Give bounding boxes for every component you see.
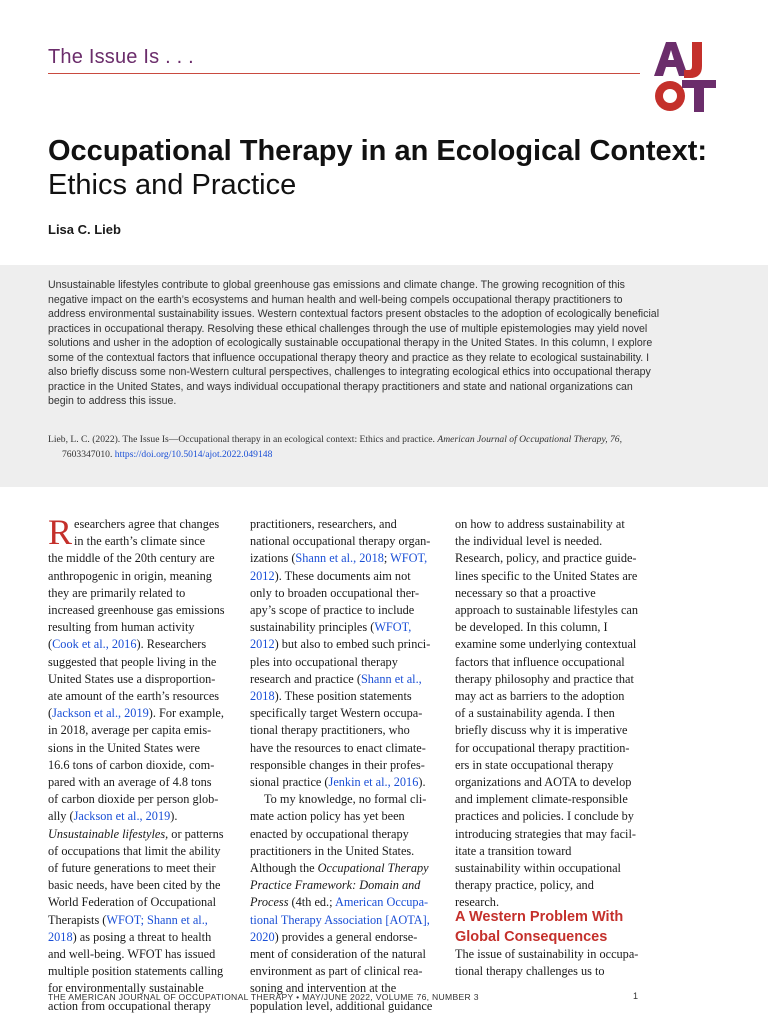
title-subtitle: Ethics and Practice — [48, 169, 297, 201]
reference-link[interactable]: 2018 — [250, 689, 275, 704]
text-line — [250, 602, 440, 619]
text-line — [250, 516, 440, 533]
text-run: approach to sustainable lifestyles can — [455, 603, 639, 618]
text-run: multiple position statements calling — [48, 964, 224, 979]
article-title — [48, 134, 708, 202]
reference-link[interactable]: 2012 — [250, 637, 275, 652]
text-run: practitioners, researchers, and — [250, 517, 397, 531]
text-line — [250, 636, 440, 653]
text-run: responsible changes in their profes- — [250, 757, 425, 772]
text-line — [455, 963, 645, 980]
text-run: lines specific to the United States are — [455, 568, 638, 583]
text-line — [250, 843, 440, 860]
text-line — [250, 533, 440, 550]
text-line — [48, 860, 242, 877]
text-run: ples into occupational therapy — [250, 654, 398, 669]
text-run: briefly discuss why it is imperative — [455, 723, 628, 738]
text-line — [48, 912, 242, 929]
text-run: Therapists ( — [48, 912, 107, 927]
author-name: Lisa C. Lieb — [48, 222, 121, 237]
text-line — [250, 619, 440, 636]
ajot-logo — [652, 40, 718, 114]
text-run: ) as posing a threat to health — [72, 929, 212, 944]
text-run: of a sustainability agenda. I then — [455, 706, 615, 721]
text-run: population level, additional guidance — [250, 998, 433, 1013]
text-run: research. — [455, 895, 500, 910]
text-run: ( — [48, 706, 53, 721]
text-line — [455, 688, 645, 705]
text-run: of carbon dioxide per person glob- — [48, 792, 219, 807]
text-run: examine some underlying contextual — [455, 637, 637, 652]
text-line — [48, 929, 242, 946]
text-run: enacted by occupational therapy — [250, 826, 409, 841]
text-line — [48, 568, 242, 585]
text-line — [48, 671, 242, 688]
text-run: resulting from human activity — [48, 620, 195, 635]
text-line — [48, 654, 242, 671]
text-run: ). For example, — [148, 706, 224, 721]
text-run: basic needs, have been cited by the — [48, 878, 221, 893]
text-run: therapy philosophy and practice that — [455, 671, 634, 686]
text-line — [250, 929, 440, 946]
text-run: Occupational Therapy — [317, 861, 429, 876]
text-run: therapy practice, policy, and — [455, 878, 594, 893]
text-run: anthropogenic in origin, meaning — [48, 568, 212, 583]
text-line — [455, 774, 645, 791]
citation-locator — [48, 448, 668, 463]
reference-link[interactable]: tional Therapy Association [AOTA], — [250, 912, 430, 927]
text-run: national occupational therapy organ- — [250, 534, 431, 549]
reference-link[interactable]: WFOT, — [374, 620, 412, 635]
reference-link[interactable]: 2020 — [250, 929, 275, 944]
text-run: ). — [418, 775, 426, 790]
text-run: Process — [250, 895, 289, 910]
text-line — [455, 585, 645, 602]
text-line — [250, 791, 440, 808]
text-line — [455, 791, 645, 808]
text-run: tional therapy practitioners, who — [250, 723, 410, 738]
text-run: (4th ed.; — [288, 895, 335, 910]
text-line — [250, 671, 440, 688]
text-run: pared with an average of 4.8 tons — [48, 775, 212, 790]
text-line — [250, 705, 440, 722]
text-line — [250, 963, 440, 980]
text-run: only to broaden occupational ther- — [250, 585, 420, 600]
journal-footer: THE AMERICAN JOURNAL OF OCCUPATIONAL THERAPY • MAY/JUNE 2022, VOLUME 76, NUMBER 3 — [48, 992, 479, 1002]
text-line — [250, 808, 440, 825]
text-run: ). — [170, 809, 178, 824]
doi-link[interactable]: https://doi.org/10.5014/ajot.2022.049148 — [114, 448, 273, 460]
column-lines — [250, 516, 440, 1015]
citation-prefix: Lieb, L. C. (2022). The Issue Is—Occupational therapy in an ecological context: Ethics and practice. — [48, 434, 435, 445]
text-line — [48, 619, 242, 636]
text-run: research and practice ( — [250, 671, 361, 686]
text-run: specifically target Western occupa- — [250, 706, 423, 721]
text-line — [48, 602, 242, 619]
text-run: have the resources to enact climate- — [250, 740, 426, 755]
page-number: 1 — [633, 991, 639, 1001]
text-line — [455, 826, 645, 843]
text-run: practices and policies. I conclude by — [455, 809, 634, 824]
text-line — [250, 585, 440, 602]
text-run: ally ( — [48, 809, 74, 824]
text-line — [48, 705, 242, 722]
text-line — [48, 550, 242, 567]
text-run: of future generations to meet their — [48, 861, 216, 876]
text-line — [455, 843, 645, 860]
text-run: ment of consideration of the natural — [250, 947, 426, 962]
text-run: and well-being. WFOT has issued — [48, 947, 216, 962]
text-line — [455, 516, 645, 533]
text-line — [455, 550, 645, 567]
title-main: Occupational Therapy in an Ecological Context: — [48, 135, 708, 167]
text-run: on how to address sustainability at — [455, 517, 625, 531]
text-run: Unsustainable lifestyles, — [48, 826, 169, 841]
text-line — [48, 757, 242, 774]
text-run: Research, policy, and practice guide- — [455, 551, 637, 566]
text-run: for environmentally sustainable — [48, 981, 204, 996]
text-run: itate a transition toward — [455, 843, 572, 858]
text-line — [455, 705, 645, 722]
text-run: sional practice ( — [250, 775, 329, 790]
text-line — [48, 774, 242, 791]
text-run: factors that influence occupational — [455, 654, 625, 669]
abstract-text: Unsustainable lifestyles contribute to global greenhouse gas emissions and climate change. The growing recognition of this negative impact on the earth’s ecosystems and human health and well-being compels occupational therapy practitioners to address environmental sustainability issues. Western contextual factors present obstacles to the adoption of ecologically beneficial practices in occupational therapy. Resolving these ethical challenges through the use of multiple epistemologies may yield novel solutions and usher in the adoption of ecologically sustainable occupational therapy in the United States. In this column, I explore some of the contextual factors that influence occupational therapy theory and practice as they relate to ecological sustainability. I also briefly discuss some non-Western cultural perspectives, challenges to integrating ecological ethics into occupational therapy practice in the United States, and ways individual occupational therapy practitioners and state and national organizations can begin to address this issue. — [48, 279, 660, 407]
text-line — [455, 654, 645, 671]
text-run: ( — [48, 637, 53, 652]
text-run: sustainability principles ( — [250, 620, 375, 635]
section-heading: A Western Problem With Global Consequences — [455, 909, 624, 945]
text-line — [48, 516, 242, 533]
text-run: ) provides a general endorse- — [274, 929, 418, 944]
text-line — [455, 860, 645, 877]
text-line — [48, 636, 242, 653]
text-run: or patterns — [168, 826, 224, 841]
reference-link[interactable]: Jenkin et al., 2016 — [328, 775, 419, 790]
text-run: the individual level is needed. — [455, 534, 603, 549]
reference-link[interactable]: Cook et al., 2016 — [52, 637, 137, 652]
text-line — [250, 568, 440, 585]
text-run: increased greenhouse gas emissions — [48, 603, 225, 618]
text-run: for occupational therapy practition- — [455, 740, 630, 755]
text-run: ) but also to embed such princi- — [274, 637, 431, 652]
text-line — [250, 757, 440, 774]
text-run: organizations and AOTA to develop — [455, 775, 632, 790]
text-run: necessary so that a proactive — [455, 585, 596, 600]
text-run: they are primarily related to — [48, 585, 186, 600]
text-line — [250, 722, 440, 739]
text-run: United States use a disproportion- — [48, 671, 216, 686]
text-line — [48, 533, 242, 550]
body-column-1 — [48, 512, 242, 1015]
text-line — [250, 894, 440, 911]
text-line — [250, 860, 440, 877]
text-run: the middle of the 20th century are — [48, 551, 215, 566]
text-run: The issue of sustainability in occupa- — [455, 947, 639, 961]
text-run: To my knowledge, no formal cli- — [264, 792, 427, 807]
text-line — [455, 808, 645, 825]
text-run: may act as barriers to the adoption — [455, 689, 625, 704]
body-column-3-continued — [455, 946, 645, 980]
text-line — [455, 533, 645, 550]
body-column-3 — [455, 516, 645, 912]
text-run: be developed. In this column, I — [455, 620, 608, 635]
section-label: The Issue Is . . . — [48, 46, 194, 68]
text-run: sustainability within occupational — [455, 861, 621, 876]
column-lines — [455, 516, 645, 912]
text-run: practitioners in the United States. — [250, 843, 415, 858]
reference-link[interactable]: American Occupa- — [334, 895, 429, 910]
citation-journal: American Journal of Occupational Therapy, 76, — [437, 434, 622, 445]
text-run: of occupations that limit the ability — [48, 843, 221, 858]
text-run: World Federation of Occupational — [48, 895, 217, 910]
body-column-2 — [250, 516, 440, 1015]
text-line — [455, 568, 645, 585]
text-line — [455, 877, 645, 894]
text-run: ). These position statements — [274, 689, 412, 704]
text-run: ers in state occupational therapy — [455, 757, 614, 772]
text-line — [48, 740, 242, 757]
text-run: introducing strategies that may facil- — [455, 826, 636, 841]
text-line — [48, 722, 242, 739]
reference-link[interactable]: 2018 — [48, 929, 73, 944]
text-line — [250, 877, 440, 894]
text-line — [455, 671, 645, 688]
text-run: apy’s scope of practice to include — [250, 603, 415, 618]
text-line — [455, 740, 645, 757]
text-run: mate action policy has yet been — [250, 809, 405, 824]
text-line — [48, 963, 242, 980]
text-run: and implement climate-responsible — [455, 792, 628, 807]
text-line — [250, 740, 440, 757]
reference-link[interactable]: Shann et al., 2018 — [295, 551, 384, 566]
text-line — [250, 774, 440, 791]
text-run: environment as part of clinical rea- — [250, 964, 423, 979]
text-run: Although the — [250, 861, 318, 876]
text-line — [48, 877, 242, 894]
text-run: ). Researchers — [136, 637, 207, 652]
column-lines — [48, 512, 242, 1015]
text-line — [48, 808, 242, 825]
text-line — [455, 636, 645, 653]
text-run: ). These documents aim not — [274, 568, 411, 583]
text-run: Practice Framework: Domain and — [250, 878, 421, 893]
text-line — [250, 946, 440, 963]
text-line — [455, 946, 645, 963]
text-run: ; — [383, 551, 391, 566]
text-line — [250, 688, 440, 705]
text-line — [48, 894, 242, 911]
column-lines — [455, 946, 645, 980]
reference-link[interactable]: WFOT; Shann et al., — [106, 912, 208, 927]
text-run: ate amount of the earth’s resources — [48, 689, 220, 704]
text-line — [250, 550, 440, 567]
text-run: action from occupational therapy — [48, 998, 211, 1013]
text-line — [48, 826, 242, 843]
text-run: 16.6 tons of carbon dioxide, com- — [48, 757, 215, 772]
text-line — [48, 585, 242, 602]
text-line — [455, 619, 645, 636]
text-run: suggested that people living in the — [48, 654, 217, 669]
text-line — [455, 722, 645, 739]
text-line — [455, 757, 645, 774]
text-run: esearchers agree that changes — [74, 517, 220, 531]
citation — [48, 433, 668, 462]
text-run: tional therapy challenges us to — [455, 964, 605, 979]
text-line — [48, 688, 242, 705]
text-run: soning and intervention at the — [250, 981, 397, 996]
text-line — [250, 912, 440, 929]
text-run: izations ( — [250, 551, 296, 566]
text-line — [48, 791, 242, 808]
text-run: in the earth’s climate since — [74, 534, 206, 549]
text-line — [48, 946, 242, 963]
drop-cap: R — [48, 512, 73, 552]
text-run: sions in the United States were — [48, 740, 200, 755]
section-divider — [48, 73, 640, 74]
reference-link[interactable]: WFOT, — [390, 551, 428, 566]
citation-number: 7603347010. — [62, 448, 113, 460]
reference-link[interactable]: 2012 — [250, 568, 275, 583]
text-run: in 2018, average per capita emis- — [48, 723, 212, 738]
text-line — [250, 654, 440, 671]
text-line — [48, 843, 242, 860]
text-line — [455, 602, 645, 619]
reference-link[interactable]: Shann et al., — [360, 671, 422, 686]
text-line — [250, 826, 440, 843]
reference-link[interactable]: Jackson et al., 2019 — [73, 809, 171, 824]
reference-link[interactable]: Jackson et al., 2019 — [52, 706, 149, 721]
